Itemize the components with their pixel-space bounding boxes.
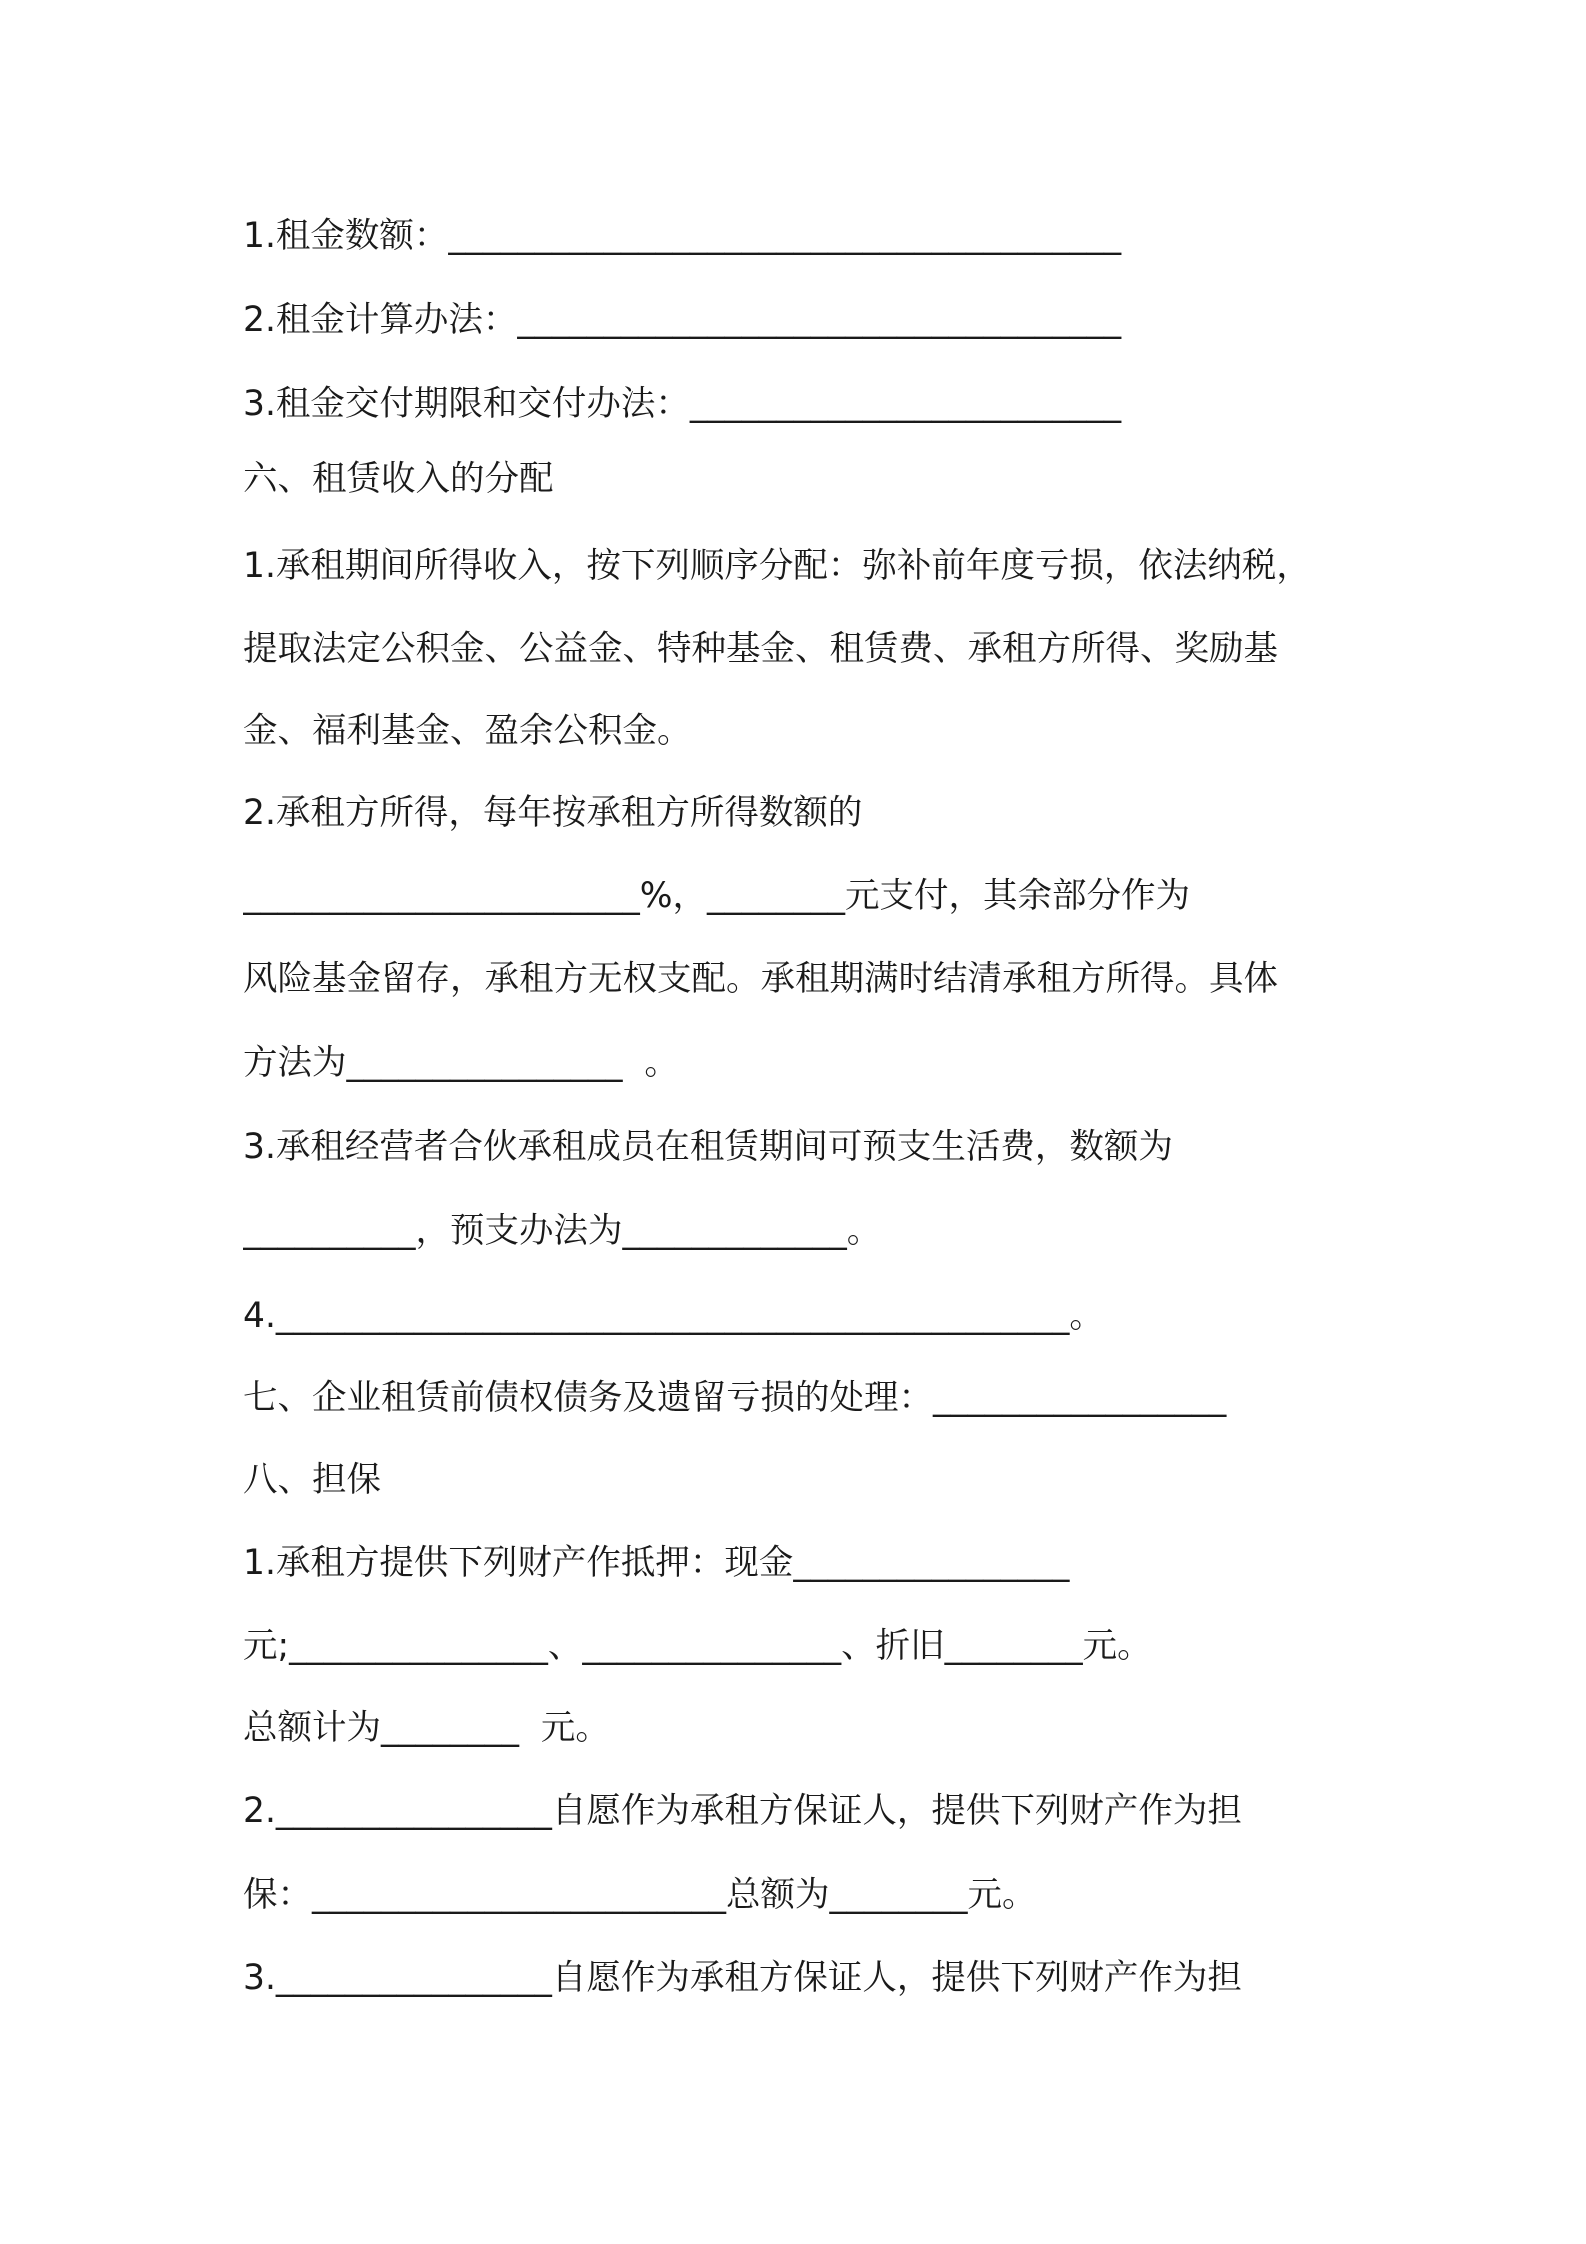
clause-5-3-rent-payment: 3.租金交付期限和交付办法：_________________________	[243, 384, 1122, 424]
clause-8-3-line-1: 3.________________自愿作为承租方保证人，提供下列财产作为担	[243, 1958, 1242, 1998]
clause-6-2-line-2: _______________________%，________元支付，其余部分作为	[243, 876, 1191, 916]
clause-8-1-line-3: 总额计为________ 元。	[243, 1708, 610, 1748]
clause-6-2-line-4: 方法为________________ 。	[243, 1043, 679, 1083]
clause-5-1-rent-amount: 1.租金数额：_______________________________________	[243, 216, 1122, 256]
clause-6-3-line-1: 3.承租经营者合伙承租成员在租赁期间可预支生活费，数额为	[243, 1127, 1173, 1167]
section-7-heading: 七、企业租赁前债权债务及遗留亏损的处理：_________________	[243, 1378, 1227, 1418]
clause-6-3-line-2: __________，预支办法为_____________。	[243, 1211, 882, 1251]
clause-6-2-line-3: 风险基金留存，承租方无权支配。承租期满时结清承租方所得。具体	[243, 959, 1278, 999]
clause-8-2-line-2: 保：________________________总额为________元。	[243, 1875, 1037, 1915]
clause-8-1-line-1: 1.承租方提供下列财产作抵押：现金________________	[243, 1543, 1070, 1583]
clause-6-1-line-2: 提取法定公积金、公益金、特种基金、租赁费、承租方所得、奖励基	[243, 629, 1278, 669]
clause-5-2-rent-calculation: 2.租金计算办法：___________________________________	[243, 300, 1122, 340]
section-6-heading: 六、租赁收入的分配	[243, 459, 554, 499]
clause-6-1-line-1: 1.承租期间所得收入，按下列顺序分配：弥补前年度亏损，依法纳税，	[243, 546, 1311, 586]
clause-8-1-line-2: 元;_______________、_______________、折旧________元。	[243, 1626, 1152, 1666]
clause-6-1-line-3: 金、福利基金、盈余公积金。	[243, 711, 692, 751]
clause-6-4: 4.______________________________________________。	[243, 1296, 1104, 1336]
clause-8-2-line-1: 2.________________自愿作为承租方保证人，提供下列财产作为担	[243, 1791, 1242, 1831]
clause-6-2-line-1: 2.承租方所得，每年按承租方所得数额的	[243, 793, 863, 833]
section-8-heading: 八、担保	[243, 1460, 381, 1500]
